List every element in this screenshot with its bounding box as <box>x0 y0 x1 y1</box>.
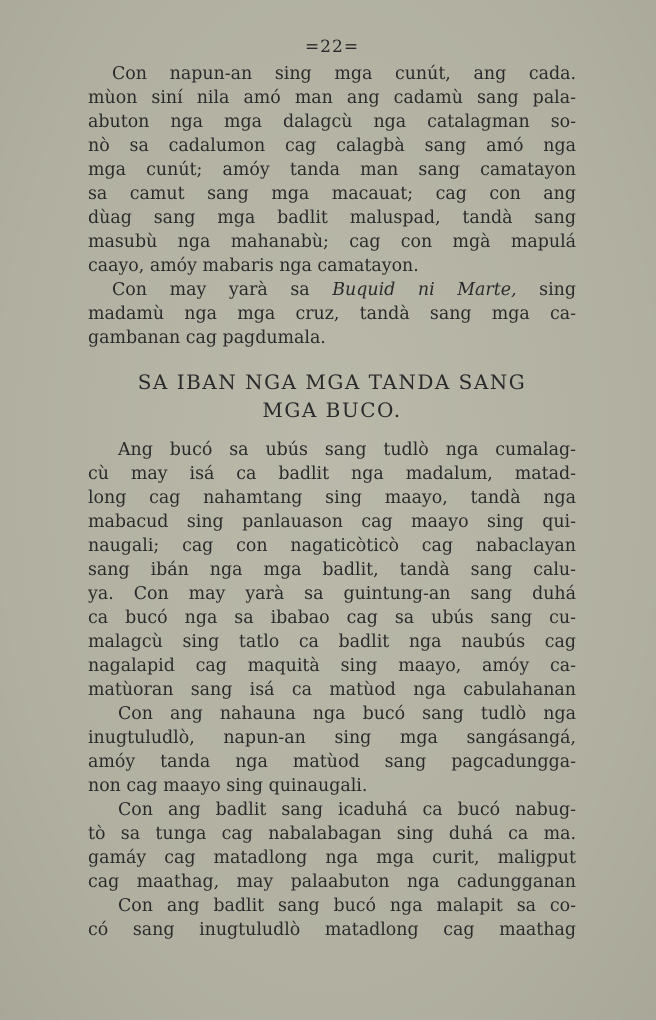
text-line: nò sa cadalumon cag calagbà sang amó nga <box>88 136 576 156</box>
text-line: gamáy cag matadlong nga mga curit, maligput <box>88 848 576 868</box>
text-line: ca bucó nga sa ibabao cag sa ubús sang cu- <box>88 608 576 628</box>
text-line: cù may isá ca badlit nga madalum, matad- <box>88 464 576 484</box>
text-line: masubù nga mahanabù; cag con mgà mapulá <box>88 232 576 252</box>
text-line: mùon siní nila amó man ang cadamù sang pala- <box>88 88 576 108</box>
text-line: Con ang badlit sang bucó nga malapit sa co- <box>118 896 576 916</box>
text-line: gambanan cag pagdumala. <box>88 328 326 348</box>
text-line: tò sa tunga cag nabalabagan sing duhá ca ma. <box>88 824 576 844</box>
text-line: non cag maayo sing quinaugali. <box>88 776 368 796</box>
text-line: có sang inugtuludlò matadlong cag maathag <box>88 920 576 940</box>
text-line: naugali; cag con nagaticòticò cag nabaclayan <box>88 536 576 556</box>
text-line: nagalapid cag maquità sing maayo, amóy ca- <box>88 656 576 676</box>
text-line: Con ang badlit sang icaduhá ca bucó nabug- <box>118 800 576 820</box>
text-line: Con ang nahauna nga bucó sang tudlò nga <box>118 704 576 724</box>
text-line: Con napun-an sing mga cunút, ang cada. <box>112 64 576 84</box>
paragraph <box>88 438 576 702</box>
text-line: amóy tanda nga matùod sang pagcadungga- <box>88 752 576 772</box>
text-line: Ang bucó sa ubús sang tudlò nga cumalag- <box>118 440 576 460</box>
paragraph <box>88 702 576 798</box>
paragraph <box>88 62 576 278</box>
text-line: sa camut sang mga macauat; cag con ang <box>88 184 576 204</box>
text-line: mabacud sing panlauason cag maayo sing qui- <box>88 512 576 532</box>
text-line: abuton nga mga dalagcù nga catalagman so- <box>88 112 576 132</box>
text-line: inugtuludlò, napun-an sing mga sangásangá, <box>88 728 576 748</box>
text-line: madamù nga mga cruz, tandà sang mga ca- <box>88 304 576 324</box>
text-line: matùoran sang isá ca matùod nga cabulahanan <box>88 680 576 700</box>
text-line: sang ibán nga mga badlit, tandà sang calu- <box>88 560 576 580</box>
paragraph <box>88 798 576 894</box>
italic-phrase: Buquid ni Marte, <box>332 280 517 300</box>
page-number: =22= <box>304 37 360 57</box>
text-line: caayo, amóy mabaris nga camatayon. <box>88 256 419 276</box>
text-line: mga cunút; amóy tanda man sang camatayon <box>88 160 576 180</box>
book-page <box>88 36 576 942</box>
section-heading <box>88 368 576 424</box>
text-line: dùag sang mga badlit maluspad, tandà sang <box>88 208 576 228</box>
text-line: long cag nahamtang sing maayo, tandà nga <box>88 488 576 508</box>
heading-line: SA IBAN NGA MGA TANDA SANG <box>137 370 527 394</box>
text-line-with-italic: Con may yarà sa Buquid ni Marte, sing <box>112 280 576 300</box>
paragraph <box>88 894 576 942</box>
text-line: malagcù sing tatlo ca badlit nga naubús cag <box>88 632 576 652</box>
text-line: ya. Con may yarà sa guintung-an sang duhá <box>88 584 576 604</box>
paragraph <box>88 278 576 350</box>
text-line: cag maathag, may palaabuton nga cadungganan <box>88 872 576 892</box>
heading-line: MGA BUCO. <box>262 398 402 422</box>
